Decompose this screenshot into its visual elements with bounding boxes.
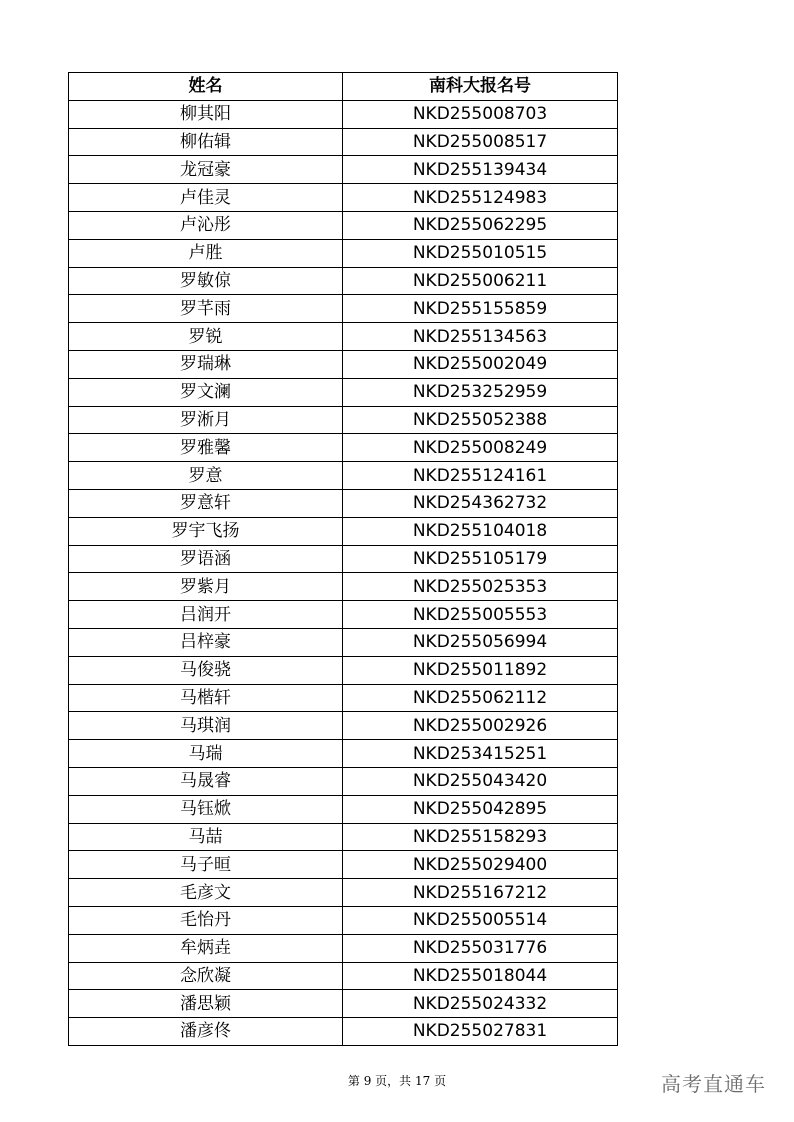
table-row (69, 545, 618, 573)
cell-application-id: NKD255027831 (343, 1018, 618, 1046)
cell-application-id: NKD255024332 (343, 990, 618, 1018)
table-header-row (69, 73, 618, 101)
cell-name: 罗芊雨 (69, 295, 343, 323)
table-row (69, 740, 618, 768)
cell-name: 潘彦佟 (69, 1018, 343, 1046)
cell-application-id: NKD254362732 (343, 489, 618, 517)
cell-name: 潘思颖 (69, 990, 343, 1018)
column-header-name: 姓名 (69, 73, 343, 101)
cell-application-id: NKD255134563 (343, 323, 618, 351)
table-row (69, 462, 618, 490)
cell-application-id: NKD255005514 (343, 906, 618, 934)
cell-application-id: NKD255155859 (343, 295, 618, 323)
table-row (69, 100, 618, 128)
table-row (69, 656, 618, 684)
cell-name: 罗锐 (69, 323, 343, 351)
cell-application-id: NKD253415251 (343, 740, 618, 768)
table-row (69, 767, 618, 795)
table-row (69, 712, 618, 740)
cell-application-id: NKD255031776 (343, 934, 618, 962)
table-row (69, 990, 618, 1018)
cell-name: 念欣凝 (69, 962, 343, 990)
cell-application-id: NKD255167212 (343, 879, 618, 907)
cell-name: 罗文澜 (69, 378, 343, 406)
cell-name: 毛怡丹 (69, 906, 343, 934)
cell-application-id: NKD255052388 (343, 406, 618, 434)
table-row (69, 601, 618, 629)
cell-name: 柳其阳 (69, 100, 343, 128)
cell-name: 罗宇飞扬 (69, 517, 343, 545)
table-row (69, 906, 618, 934)
table-row (69, 628, 618, 656)
cell-name: 罗瑞琳 (69, 350, 343, 378)
cell-name: 马俊骁 (69, 656, 343, 684)
cell-application-id: NKD255158293 (343, 823, 618, 851)
cell-application-id: NKD255124161 (343, 462, 618, 490)
cell-application-id: NKD253252959 (343, 378, 618, 406)
cell-name: 罗敏倞 (69, 267, 343, 295)
table-row (69, 267, 618, 295)
table-row (69, 156, 618, 184)
table-row (69, 295, 618, 323)
cell-application-id: NKD255002926 (343, 712, 618, 740)
table-row (69, 962, 618, 990)
cell-name: 龙冠豪 (69, 156, 343, 184)
cell-name: 卢沁彤 (69, 211, 343, 239)
table-row (69, 434, 618, 462)
cell-name: 罗意轩 (69, 489, 343, 517)
table-row (69, 517, 618, 545)
cell-application-id: NKD255029400 (343, 851, 618, 879)
cell-name: 牟炳垚 (69, 934, 343, 962)
cell-application-id: NKD255008517 (343, 128, 618, 156)
applicant-table (68, 72, 618, 1046)
table-row (69, 184, 618, 212)
cell-name: 吕梓豪 (69, 628, 343, 656)
cell-name: 马子晅 (69, 851, 343, 879)
table-row (69, 378, 618, 406)
cell-application-id: NKD255008249 (343, 434, 618, 462)
table-row (69, 239, 618, 267)
cell-name: 马琪润 (69, 712, 343, 740)
cell-name: 罗语涵 (69, 545, 343, 573)
page-number: 第 9 页，共 17 页 (347, 1074, 447, 1088)
cell-name: 吕润开 (69, 601, 343, 629)
table-row (69, 406, 618, 434)
cell-application-id: NKD255062112 (343, 684, 618, 712)
table-row (69, 795, 618, 823)
table-row (69, 323, 618, 351)
table-row (69, 573, 618, 601)
cell-application-id: NKD255018044 (343, 962, 618, 990)
table-row (69, 1018, 618, 1046)
cell-application-id: NKD255005553 (343, 601, 618, 629)
table-row (69, 128, 618, 156)
table-row (69, 851, 618, 879)
table-row (69, 823, 618, 851)
cell-name: 马晟睿 (69, 767, 343, 795)
cell-application-id: NKD255043420 (343, 767, 618, 795)
cell-application-id: NKD255056994 (343, 628, 618, 656)
cell-application-id: NKD255011892 (343, 656, 618, 684)
cell-application-id: NKD255139434 (343, 156, 618, 184)
table-row (69, 211, 618, 239)
cell-name: 罗意 (69, 462, 343, 490)
cell-application-id: NKD255010515 (343, 239, 618, 267)
cell-name: 马瑞 (69, 740, 343, 768)
column-header-application-id: 南科大报名号 (343, 73, 618, 101)
cell-name: 罗淅月 (69, 406, 343, 434)
cell-name: 卢胜 (69, 239, 343, 267)
cell-name: 罗紫月 (69, 573, 343, 601)
cell-application-id: NKD255006211 (343, 267, 618, 295)
watermark: 高考直通车 (661, 1072, 766, 1096)
table-row (69, 350, 618, 378)
table-row (69, 489, 618, 517)
cell-name: 罗雅馨 (69, 434, 343, 462)
cell-name: 马喆 (69, 823, 343, 851)
cell-name: 马钰焮 (69, 795, 343, 823)
cell-application-id: NKD255042895 (343, 795, 618, 823)
cell-application-id: NKD255062295 (343, 211, 618, 239)
cell-name: 卢佳灵 (69, 184, 343, 212)
cell-application-id: NKD255105179 (343, 545, 618, 573)
cell-name: 毛彦文 (69, 879, 343, 907)
cell-name: 柳佑辑 (69, 128, 343, 156)
table-body (69, 100, 618, 1045)
table-row (69, 934, 618, 962)
table-row (69, 879, 618, 907)
cell-application-id: NKD255124983 (343, 184, 618, 212)
cell-application-id: NKD255002049 (343, 350, 618, 378)
cell-application-id: NKD255104018 (343, 517, 618, 545)
table-row (69, 684, 618, 712)
cell-application-id: NKD255008703 (343, 100, 618, 128)
cell-name: 马楷轩 (69, 684, 343, 712)
cell-application-id: NKD255025353 (343, 573, 618, 601)
